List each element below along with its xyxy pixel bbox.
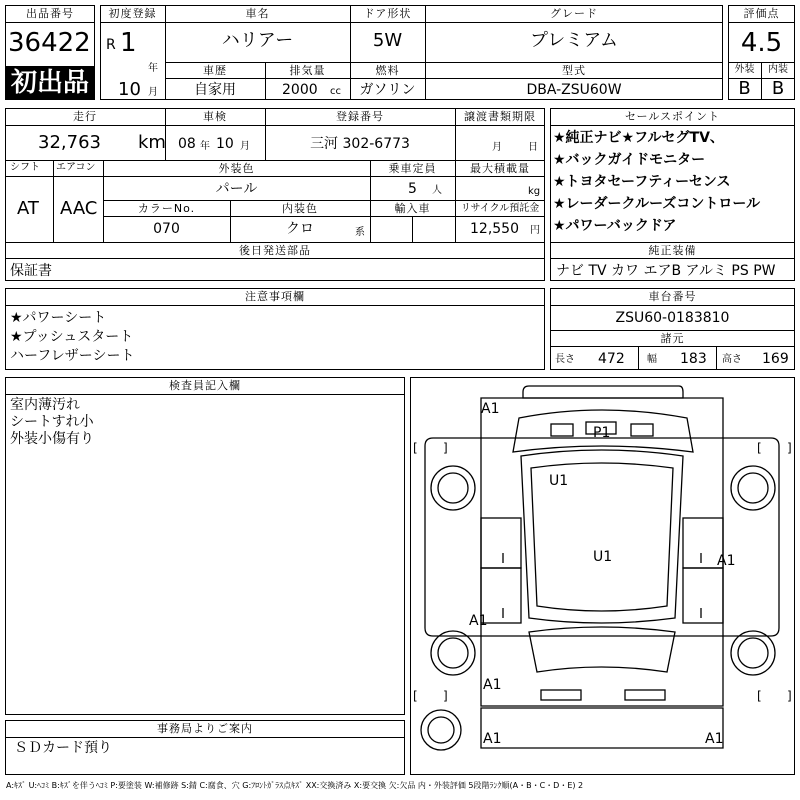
capacity: 5 — [408, 181, 417, 197]
wheel-rear-left — [438, 638, 468, 668]
rear-lamp — [625, 690, 665, 700]
sales-point: ★レーダークルーズコントロール — [553, 196, 761, 212]
rear-lamp — [541, 690, 581, 700]
car-name: ハリアー — [221, 30, 294, 51]
rear-glass — [529, 627, 675, 672]
mileage-label: 走行 — [73, 110, 97, 123]
note-line: ハーフレザーシート — [10, 348, 135, 364]
left-body — [425, 438, 481, 636]
displacement-label: 排気量 — [289, 64, 326, 77]
inspector-note: 外装小傷有り — [10, 431, 94, 447]
later-parts-label: 後日発送部品 — [239, 244, 311, 257]
recycle-label: リサイクル預託金 — [460, 203, 540, 214]
mark-roof-rear: U1 — [593, 549, 613, 565]
mark-front-glass: P1 — [593, 425, 611, 441]
year-unit: 年 — [148, 63, 158, 74]
wheel-front-right — [738, 473, 768, 503]
glass-bracket: [ — [757, 441, 762, 455]
month-unit: 月 — [148, 87, 158, 98]
legend: A:ｷｽﾞ U:ﾍｺﾐ B:ｷｽﾞを伴うﾍｺﾐ P:要塗装 W:補修跡 S:錆 C:腐食、穴 G:ﾌﾛﾝﾄｶﾞﾗｽ点ｷｽﾞ XX:交換済み X:要交換 欠:欠品 内・外装評価 5段階ﾗﾝｸ順(A・B・C・D・E) 2 — [6, 781, 584, 790]
fuel: ガソリン — [359, 82, 416, 98]
equipment-label: 純正装備 — [648, 244, 697, 257]
displacement: 2000 — [282, 82, 318, 98]
transfer-label: 譲渡書類期限 — [464, 110, 536, 123]
inspector-note: シートすれ小 — [10, 414, 94, 430]
color-no-label: カラーNo. — [137, 202, 196, 215]
int-grade-label: 内装 — [768, 64, 788, 75]
capacity-label: 乗車定員 — [388, 162, 437, 175]
note-line: ★プッシュスタート — [10, 329, 134, 345]
door: 5W — [372, 30, 403, 51]
damage-diagram — [410, 377, 795, 775]
mark-right-side: A1 — [717, 553, 736, 569]
spare-wheel — [428, 717, 454, 743]
glass-bracket: ] — [787, 441, 792, 455]
ext-color: パール — [215, 181, 258, 197]
import-label: 輸入車 — [394, 202, 431, 215]
inspector-note: 室内薄汚れ — [10, 397, 80, 413]
office-note: ＳＤカード預り — [14, 740, 112, 756]
ext-grade: B — [738, 78, 751, 99]
note-line: ★パワーシート — [10, 310, 107, 326]
history: 自家用 — [194, 82, 236, 98]
reg-no: 三河 302-6773 — [310, 136, 410, 152]
spec-label: 諸元 — [660, 332, 685, 345]
history-label: 車歴 — [203, 64, 227, 77]
office-label: 事務局よりご案内 — [157, 722, 253, 735]
length-label: 長さ — [555, 354, 575, 365]
mark-rear-right: A1 — [705, 731, 724, 747]
shift-label: シフト — [10, 162, 40, 173]
length: 472 — [598, 351, 625, 367]
left-front-door — [481, 518, 521, 568]
glass-bracket: ] — [443, 441, 448, 455]
inspection-year: 08 — [178, 136, 196, 152]
fuel-label: 燃料 — [375, 64, 400, 77]
inspection-month: 10 — [216, 136, 234, 152]
mark-front-left: A1 — [481, 401, 500, 417]
model-label: 型式 — [562, 64, 586, 77]
lot-number: 36422 — [8, 28, 91, 58]
reg-no-label: 登録番号 — [336, 110, 384, 123]
int-color: クロ — [286, 221, 314, 237]
load-label: 最大積載量 — [470, 162, 530, 175]
glass-bracket: [ — [757, 689, 762, 703]
int-color-unit: 系 — [355, 227, 365, 238]
recycle-fee: 12,550 — [470, 221, 519, 237]
load-unit: kg — [528, 186, 541, 197]
glass-bracket: [ — [413, 441, 418, 455]
rear-bumper — [481, 708, 723, 748]
sales-point: ★パワーバックドア — [553, 218, 677, 234]
score: 4.5 — [740, 28, 783, 58]
right-body — [723, 438, 779, 636]
car-name-label: 車名 — [245, 7, 270, 20]
first-reg-month: 10 — [118, 79, 141, 100]
notes-label: 注意事項欄 — [245, 290, 305, 303]
glass-bracket: ] — [443, 689, 448, 703]
color-no: 070 — [153, 221, 180, 237]
inspector-label: 検査員記入欄 — [169, 379, 241, 392]
right-rear-door — [683, 568, 723, 623]
int-grade: B — [771, 78, 785, 99]
wheel-rear-right — [738, 638, 768, 668]
grade-label: グレード — [550, 7, 598, 20]
equipment: ナビ TV カワ エアB アルミ PS PW — [556, 263, 776, 279]
yen-unit: 円 — [530, 225, 540, 236]
first-reg-label: 初度登録 — [108, 7, 157, 20]
height: 169 — [762, 351, 789, 367]
sales-point: ★トヨタセーフティーセンス — [553, 174, 731, 190]
mark-left-side: A1 — [469, 613, 488, 629]
sales-point: ★バックガイドモニター — [553, 152, 706, 168]
rear-gate — [481, 636, 723, 706]
aircon-label: エアコン — [56, 162, 96, 173]
era: R — [106, 37, 116, 53]
score-label: 評価点 — [743, 7, 780, 20]
glass-bracket: [ — [413, 689, 418, 703]
sales-points-label: セールスポイント — [624, 110, 720, 123]
aircon: AAC — [60, 198, 98, 219]
ext-color-label: 外装色 — [218, 162, 255, 175]
lot-number-label: 出品番号 — [26, 7, 74, 20]
height-label: 高さ — [722, 354, 742, 365]
transfer-day-unit: 日 — [528, 142, 538, 153]
front-grille — [631, 424, 653, 436]
sales-point: ★純正ナビ★フルセグTV、 — [553, 130, 724, 146]
glass-bracket: ] — [787, 689, 792, 703]
ext-grade-label: 外装 — [734, 64, 755, 75]
wheel-front-left — [438, 473, 468, 503]
front-bumper — [523, 386, 683, 398]
door-label: ドア形状 — [363, 7, 412, 20]
chassis-number: ZSU60-0183810 — [615, 310, 730, 326]
roof — [521, 450, 683, 623]
mark-roof-front: U1 — [549, 473, 569, 489]
front-grille — [551, 424, 573, 436]
width: 183 — [680, 351, 707, 367]
model: DBA-ZSU60W — [526, 82, 622, 98]
inspection-label: 車検 — [203, 110, 227, 123]
mark-left-rear: A1 — [483, 677, 502, 693]
cc-unit: cc — [330, 86, 341, 97]
grade: プレミアム — [529, 30, 619, 51]
capacity-unit: 人 — [432, 185, 442, 196]
mileage: 32,763 — [38, 132, 101, 153]
chassis-label: 車台番号 — [648, 290, 697, 303]
first-reg-year: 1 — [120, 28, 137, 58]
inspection-month-unit: 月 — [240, 141, 250, 152]
width-label: 幅 — [647, 354, 657, 365]
later-parts: 保証書 — [10, 263, 52, 279]
transfer-month-unit: 月 — [492, 142, 502, 153]
shift: AT — [17, 198, 39, 219]
inspection-year-unit: 年 — [200, 141, 210, 152]
spare-wheel — [421, 710, 461, 750]
mark-rear-left: A1 — [483, 731, 502, 747]
mileage-unit: km — [138, 132, 166, 153]
first-listing-badge: 初出品 — [6, 66, 94, 99]
int-color-label: 内装色 — [282, 202, 318, 215]
